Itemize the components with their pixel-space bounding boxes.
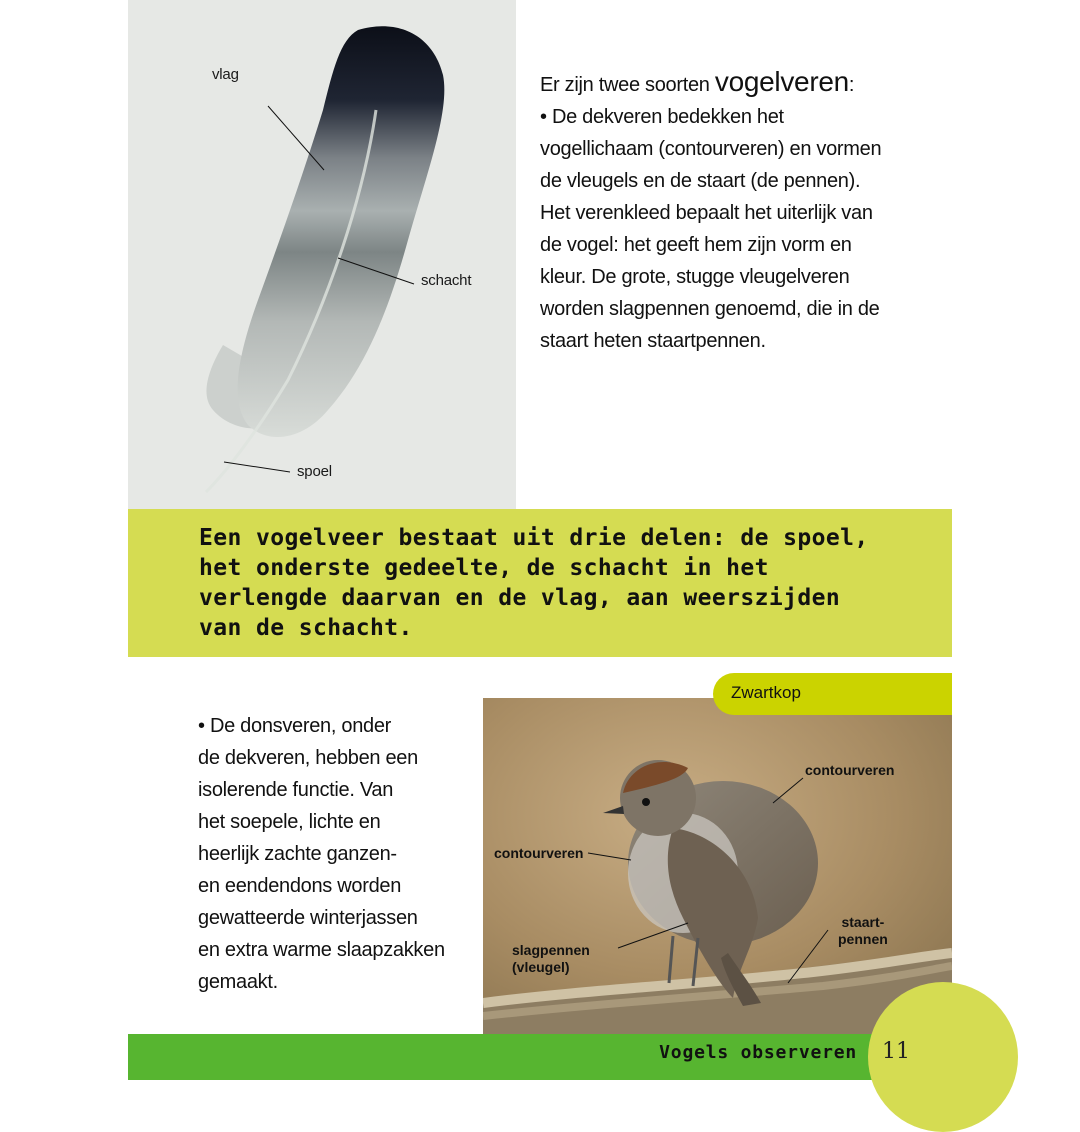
intro-lead-emphasis: vogelveren [714, 66, 849, 97]
bird-image [483, 698, 952, 1034]
callout-line: Een vogelveer bestaat uit drie delen: de spoel, [199, 525, 869, 551]
label-contourveren-left: contourveren [494, 845, 584, 861]
feather-image [128, 0, 516, 509]
down-line: het soepele, lichte en [198, 811, 381, 833]
footer-title: Vogels observeren [659, 1042, 857, 1063]
down-line: en extra warme slaapzakken [198, 939, 445, 961]
down-feathers-text [198, 710, 488, 998]
down-line: de dekveren, hebben een [198, 747, 418, 769]
callout-text [199, 523, 899, 643]
blackcap-photo [483, 698, 952, 1034]
intro-bullet: • De dekveren bedekken het vogellichaam (contourveren) en vormen de vleugels en de staart (de pennen). [540, 106, 882, 192]
footer-bar [128, 1034, 952, 1080]
label-slagpennen-line2: (vleugel) [512, 959, 570, 975]
callout-line: verlengde daarvan en de vlag, aan weerszijden [199, 585, 841, 611]
down-line: en eendendons worden [198, 875, 402, 897]
down-line: • De donsveren, onder [198, 715, 392, 737]
feather-illustration-panel [128, 0, 516, 509]
intro-text [540, 66, 890, 357]
callout-line: van de schacht. [199, 615, 413, 641]
label-slagpennen-line1: slagpennen [512, 942, 590, 958]
label-contourveren-right: contourveren [805, 762, 895, 778]
down-line: isolerende functie. Van [198, 779, 394, 801]
label-spoel: spoel [297, 463, 332, 480]
intro-lead: Er zijn twee soorten [540, 74, 715, 96]
label-staartpennen-line2: pennen [838, 931, 888, 947]
intro-lead-end: : [848, 74, 855, 96]
callout-line: het onderste gedeelte, de schacht in het [199, 555, 769, 581]
label-vlag: vlag [212, 66, 239, 83]
label-schacht: schacht [421, 272, 472, 289]
down-line: gewatteerde winterjassen [198, 907, 418, 929]
down-line: gemaakt. [198, 971, 278, 993]
callout-band [128, 509, 952, 657]
label-slagpennen [512, 942, 590, 976]
label-staartpennen-line1: staart- [841, 914, 885, 930]
intro-paragraph: Het verenkleed bepaalt het uiterlijk van de vogel: het geeft hem zijn vorm en kleur. De grote, stugge vleugelveren worden slagpennen genoemd, die in de staart heten staartpennen. [540, 202, 880, 352]
page-number: 11 [882, 1039, 910, 1064]
species-tag-label: Zwartkop [731, 683, 801, 702]
species-tag [713, 673, 952, 715]
label-staartpennen [838, 914, 888, 948]
down-line: heerlijk zachte ganzen- [198, 843, 397, 865]
